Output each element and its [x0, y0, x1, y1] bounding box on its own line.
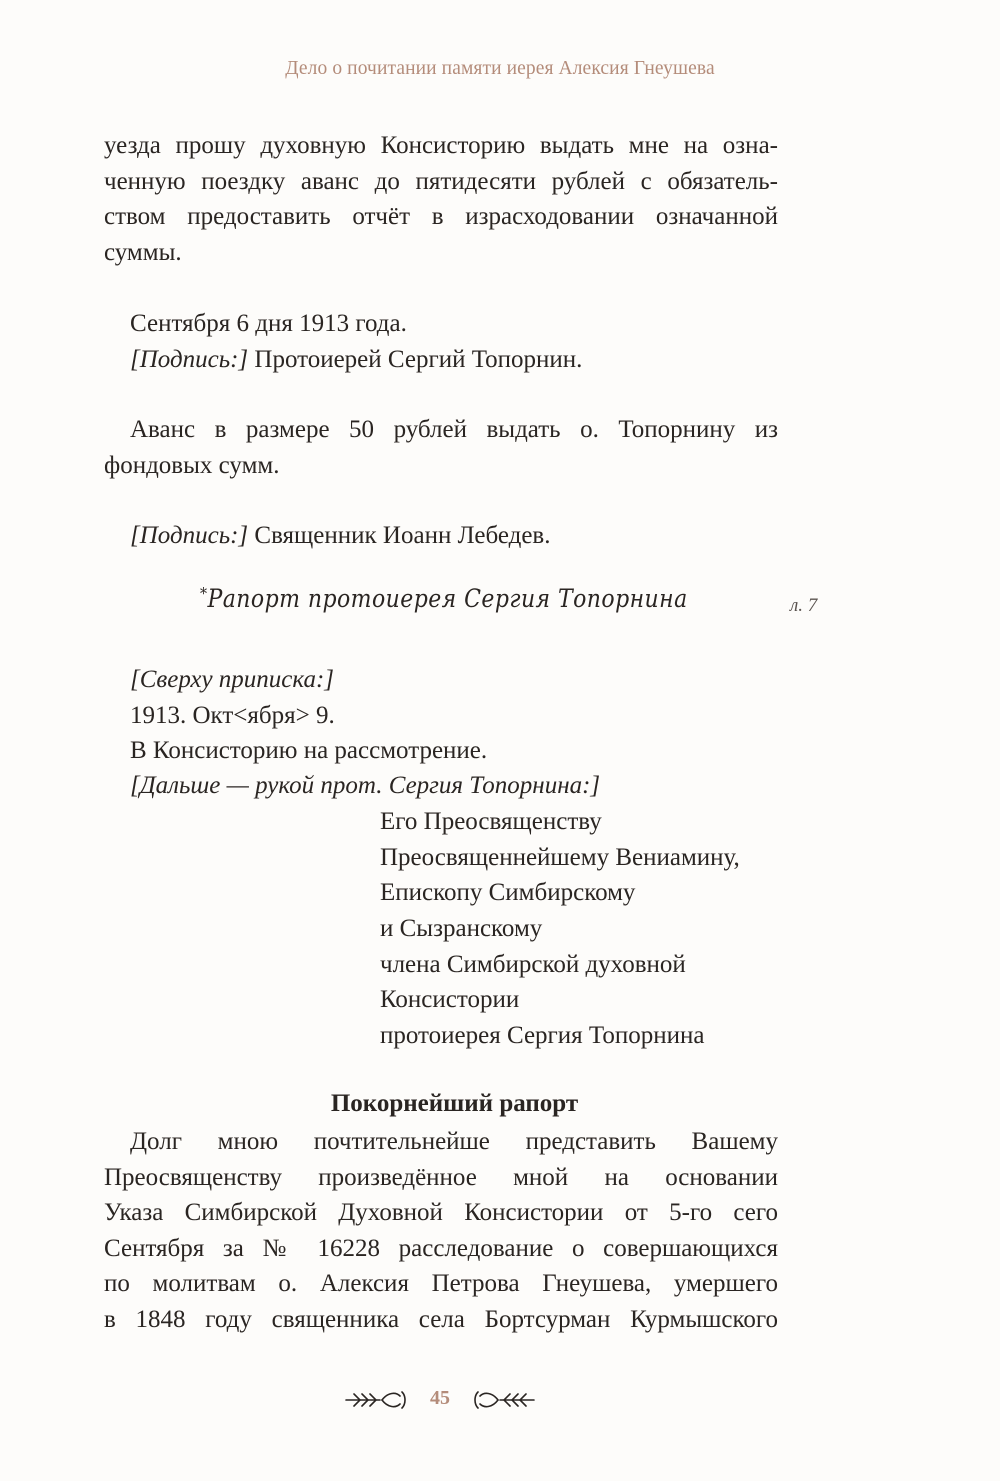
address-line: Епископу Симбирскому	[380, 879, 636, 906]
sheet-reference: л. 7	[790, 595, 818, 616]
text-line: суммы.	[104, 239, 182, 266]
address-line: Преосвященнейшему Вениамину,	[380, 844, 740, 871]
date-line: Сентября 6 дня 1913 года.	[130, 310, 407, 337]
text-line: Преосвященству произведённое мной на основании	[104, 1164, 778, 1191]
address-line: члена Симбирской духовной	[380, 951, 686, 978]
report-title: Покорнейший рапорт	[330, 1090, 579, 1117]
text-line: по молитвам о. Алексия Петрова Гнеушева, умершего	[104, 1270, 778, 1297]
text-line: Сентября за № 16228 расследование о совершающихся	[104, 1235, 778, 1262]
text-line: Долг мною почтительнейше представить Вашему	[130, 1128, 778, 1155]
text-line: фондовых сумм.	[104, 452, 280, 479]
footnote-marker: *	[200, 584, 208, 603]
signature-1	[130, 342, 582, 378]
page-footer	[340, 1382, 540, 1418]
signature-text: Протоиерей Сергий Топорнин.	[248, 346, 583, 373]
signature-label: [Подпись:]	[130, 522, 249, 549]
signature-2	[130, 518, 550, 554]
signature-text: Священник Иоанн Лебедев.	[248, 522, 551, 549]
section-heading-text: Рапорт протоиерея Сергия Топорнина	[207, 584, 688, 613]
text-line: уезда прошу духовную Консисторию выдать мне на озна-	[104, 132, 778, 159]
address-line: и Сызранскому	[380, 915, 543, 942]
note-date: 1913. Окт<ября> 9.	[130, 702, 335, 729]
text-line: ством предоставить отчёт в израсходовании означанной	[104, 203, 778, 230]
text-line: Указа Симбирской Духовной Консистории от 5-го сего	[104, 1199, 778, 1226]
address-line: Его Преосвященству	[380, 808, 602, 835]
address-line: протоиерея Сергия Топорнина	[380, 1022, 705, 1049]
note-hand: [Дальше — рукой прот. Сергия Топорнина:]	[130, 772, 601, 799]
note-top: [Сверху приписка:]	[130, 666, 335, 693]
section-heading	[200, 584, 688, 613]
signature-label: [Подпись:]	[130, 346, 249, 373]
text-line: в 1848 году священника села Бортсурман Курмышского	[104, 1306, 778, 1333]
text-line: Аванс в размере 50 рублей выдать о. Топорнину из	[130, 416, 778, 443]
running-header: Дело о почитании памяти иерея Алексия Гнеушева	[285, 58, 715, 79]
note-consistory: В Консисторию на рассмотрение.	[130, 737, 488, 764]
text-line: ченную поездку аванс до пятидесяти рублей с обязатель-	[104, 168, 778, 195]
page-number: 45	[430, 1387, 450, 1409]
address-line: Консистории	[380, 986, 520, 1013]
